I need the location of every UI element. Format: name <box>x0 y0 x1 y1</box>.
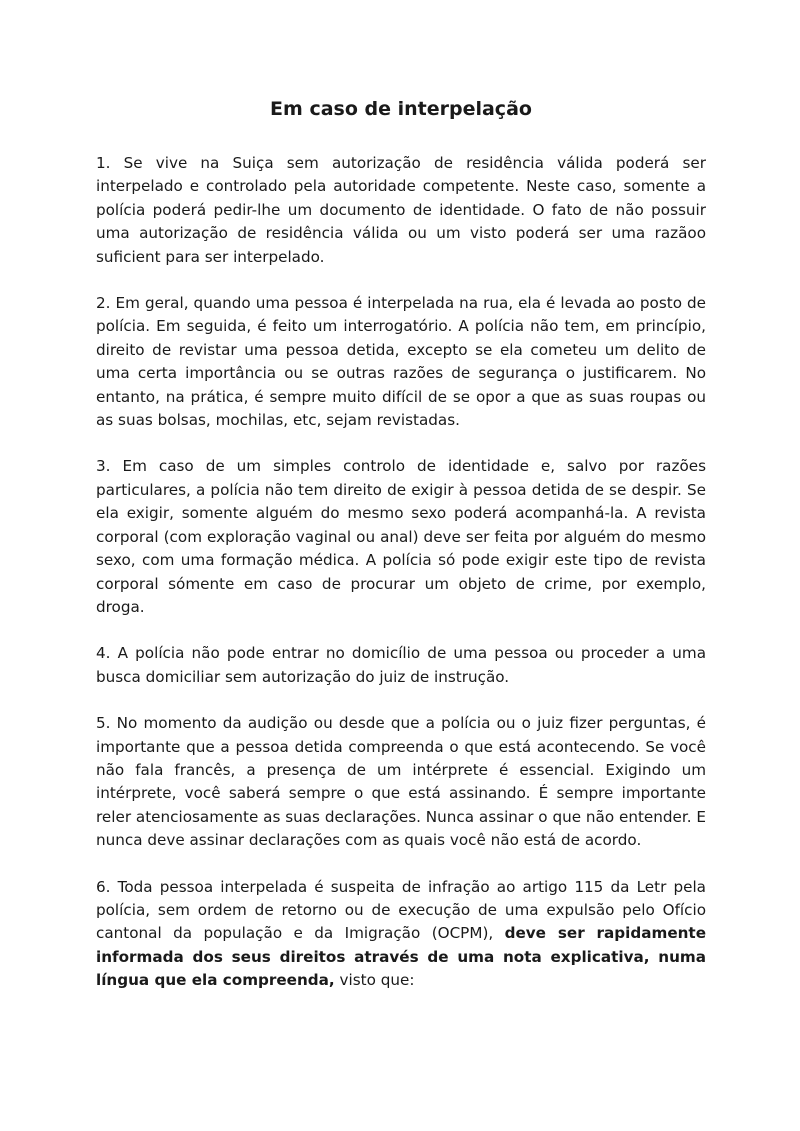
paragraph-6 <box>96 876 706 993</box>
paragraph-1: 1. Se vive na Suiça sem autorização de residência válida poderá ser interpelado e controlado pela autoridade competente. Neste caso, somente a polícia poderá pedir-lhe um documento de identidade. O fato de não possuir uma autorização de residência válida ou um visto poderá ser uma razãoo suficient para ser interpelado. <box>96 154 706 266</box>
paragraph-2: 2. Em geral, quando uma pessoa é interpelada na rua, ela é levada ao posto de polícia. Em seguida, é feito um interrogatório. A polícia não tem, em princípio, direito de revistar uma pessoa detida, excepto se ela cometeu um delito de uma certa importância ou se outras razões de segurança o justificarem. No entanto, na prática, é sempre muito difícil de se opor a que as suas roupas ou as suas bolsas, mochilas, etc, sejam revistadas. <box>96 294 706 430</box>
document-page <box>96 96 706 1016</box>
paragraph-4: 4. A polícia não pode entrar no domicílio de uma pessoa ou proceder a uma busca domiciliar sem autorização do juiz de instrução. <box>96 644 706 686</box>
paragraph-6-intro: 6. Toda pessoa interpelada é suspeita de infração ao artigo 115 da Letr pela polícia, sem ordem de retorno ou de execução de uma expulsão pelo Ofício cantonal da população e da Imigração (OCPM), <box>96 877 706 943</box>
paragraph-6-outro: visto que: <box>334 971 415 990</box>
paragraph-5: 5. No momento da audição ou desde que a polícia ou o juiz fizer perguntas, é importante que a pessoa detida compreenda o que está acontecendo. Se você não fala francês, a presença de um intérprete é essencial. Exigindo um intérprete, você saberá sempre o que está assinando. É sempre importante reler atenciosamente as suas declarações. Nunca assinar o que não entender. E nunca deve assinar declarações com as quais você não está de acordo. <box>96 714 706 850</box>
paragraph-6-bold-text: deve ser rapidamente informada dos seus direitos através de uma nota explicativa, numa língua que ela compreenda, <box>96 924 706 990</box>
document-title: Em caso de interpelação <box>270 98 532 120</box>
paragraph-3: 3. Em caso de um simples controlo de identidade e, salvo por razões particulares, a polícia não tem direito de exigir à pessoa detida de se despir. Se ela exigir, somente alguém do mesmo sexo poderá acompanhá-la. A revista corporal (com exploração vaginal ou anal) deve ser feita por alguém do mesmo sexo, com uma formação médica. A polícia só pode exigir este tipo de revista corporal sómente em caso de procurar um objeto de crime, por exemplo, droga. <box>96 457 706 616</box>
